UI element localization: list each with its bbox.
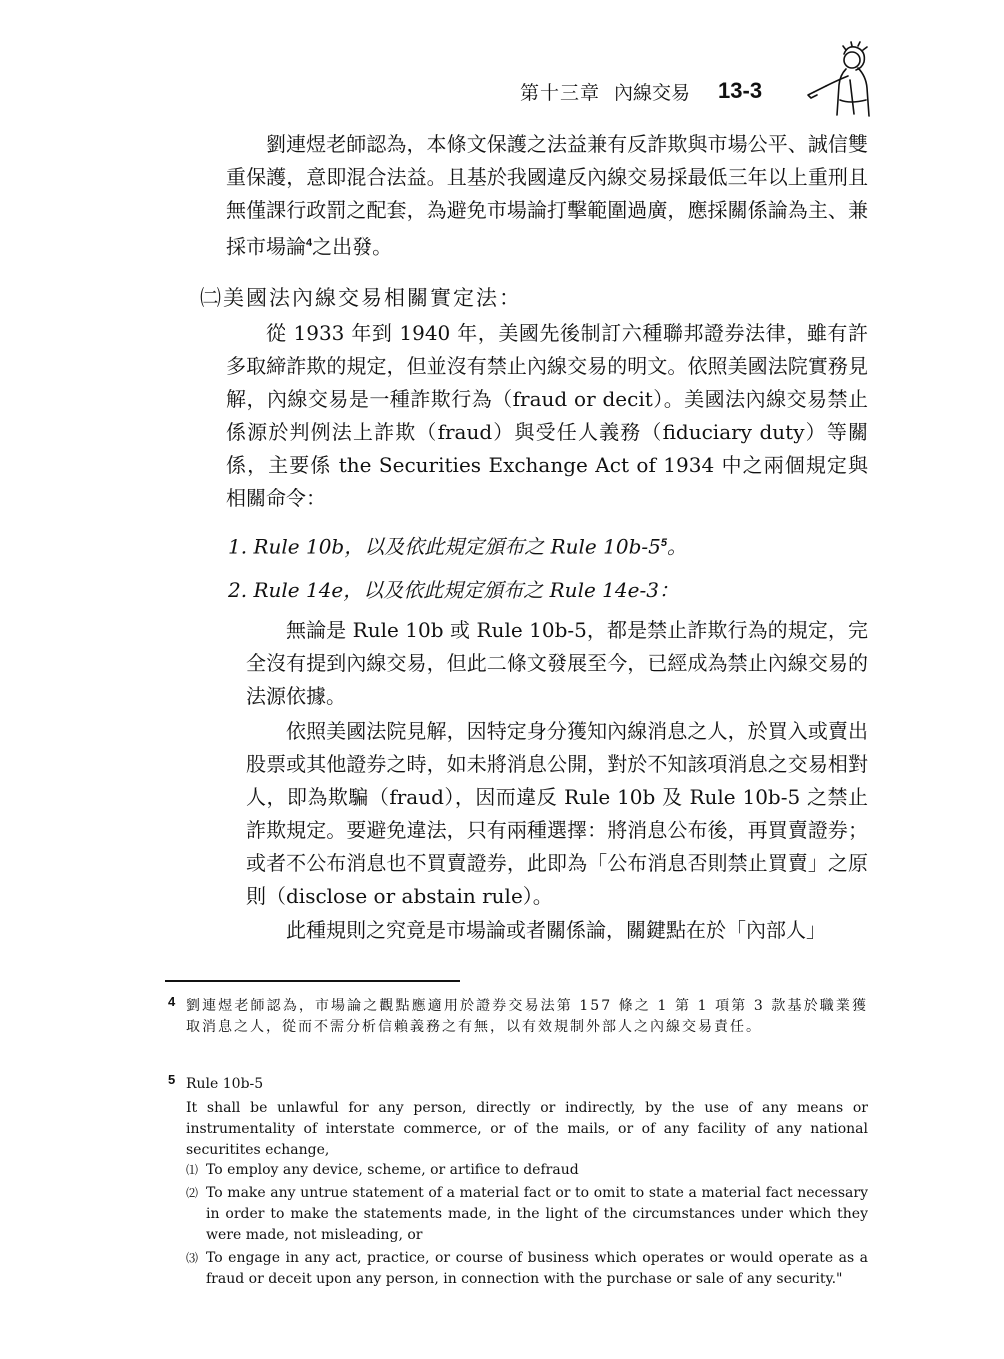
chapter-label: 第十三章: [520, 81, 601, 104]
footnote-5-item: [186, 1183, 868, 1246]
footnote-4-mark: 4: [168, 994, 176, 1009]
paragraph-tail: 之出發。: [312, 234, 393, 259]
footnote-5-item-text: To engage in any act, practice, or course of business which operates or would operate as a fraud or deceit upon any person, in connection with the purchase or sale of any security.": [206, 1250, 868, 1287]
footnote-5-item-text: To make any untrue statement of a material fact or to omit to state a material fact necessary in order to make the statements made, in the light of the circumstances under which they were made, not misleading, or: [206, 1185, 868, 1243]
list-item-number: 1.: [228, 534, 248, 559]
chapter-topic: 內線交易: [614, 81, 691, 104]
footnote-5-item: [186, 1248, 868, 1290]
footnote-5-item-text: To employ any device, scheme, or artifice to defraud: [206, 1162, 579, 1178]
footnote-4-text: 劉連煜老師認為，市場論之觀點應適用於證券交易法第 157 條之 1 第 1 項第 3 款基於職業獲取消息之人，從而不需分析信賴義務之有無，以有效規制外部人之內線交易責任。: [186, 998, 868, 1035]
footnote-5-mark: 5: [168, 1072, 176, 1087]
footnote-5-body: It shall be unlawful for any person, directly or indirectly, by the use of any means or instrumentality of interstate commerce, or of the mails, or of any facility of any national securitites echange,: [186, 1100, 868, 1158]
footnote-5-item-number: ⑶: [186, 1251, 199, 1265]
footnote-ref-5[interactable]: 5: [660, 537, 667, 549]
list-item-number: 2.: [228, 578, 248, 602]
page-number: 13-3: [718, 78, 763, 103]
footnote-divider: [165, 980, 460, 982]
footnote-5-item-number: ⑵: [186, 1186, 199, 1200]
running-header: [520, 74, 810, 108]
list-item-rule-10b: [228, 527, 868, 564]
paragraph-liu-opinion: [226, 128, 868, 264]
paragraph-text: 劉連煜老師認為，本條文保護之法益兼有反詐欺與市場公平、誠信雙重保護，意即混合法益。且基於我國違反內線交易採最低三年以上重刑且無僅課行政罰之配套，為避免市場論打擊範圍過廣，應採關係論為主、兼採市場論: [226, 132, 868, 259]
list-item-rule-14e: [228, 574, 868, 607]
footnote-5-item: [186, 1160, 868, 1181]
list-item-text: Rule 10b，以及依此規定頒布之 Rule 10b-5: [253, 534, 661, 559]
paragraph-rule-10b-basis: 無論是 Rule 10b 或 Rule 10b-5，都是禁止詐欺行為的規定，完全沒有提到內線交易，但此二條文發展至今，已經成為禁止內線交易的法源依據。: [246, 618, 868, 708]
pointing-figure-icon: [800, 40, 880, 120]
footnote-5-list: [186, 1160, 868, 1290]
footnote-5-title: Rule 10b-5: [186, 1076, 264, 1092]
list-item-text: Rule 14e，以及依此規定頒布之 Rule 14e-3：: [253, 578, 679, 602]
list-item-tail: 。: [666, 534, 687, 559]
paragraph-us-law: 從 1933 年到 1940 年，美國先後制訂六種聯邦證券法律，雖有許多取締詐欺的規定，但並沒有禁止內線交易的明文。依照美國法院實務見解，內線交易是一種詐欺行為（fraud or decit）。美國法內線交易禁止係源於判例法上詐欺（fraud）與受任人義務（fiduciary duty）等關係，主要係 the Securities Exchange Act of 1934 中之兩個規定與相關命令：: [226, 321, 868, 510]
footnote-5-item-number: ⑴: [186, 1163, 199, 1177]
footnote-ref-4[interactable]: 4: [306, 237, 313, 249]
paragraph-disclose-or-abstain: 依照美國法院見解，因特定身分獲知內線消息之人，於買入或賣出股票或其他證券之時，如未將消息公開，對於不知該項消息之交易相對人，即為欺騙（fraud），因而違反 Rule 10b 及 Rule 10b-5 之禁止詐欺規定。要避免違法，只有兩種選擇：將消息公布後，再買賣證券；或者不公布消息也不買賣證券，此即為「公布消息否則禁止買賣」之原則（disclose or abstain rule）。: [246, 719, 868, 908]
section-heading: ㈡美國法內線交易相關實定法：: [200, 286, 522, 310]
paragraph-market-vs-relation: 此種規則之究竟是市場論或者關係論，關鍵點在於「內部人」: [286, 918, 826, 942]
